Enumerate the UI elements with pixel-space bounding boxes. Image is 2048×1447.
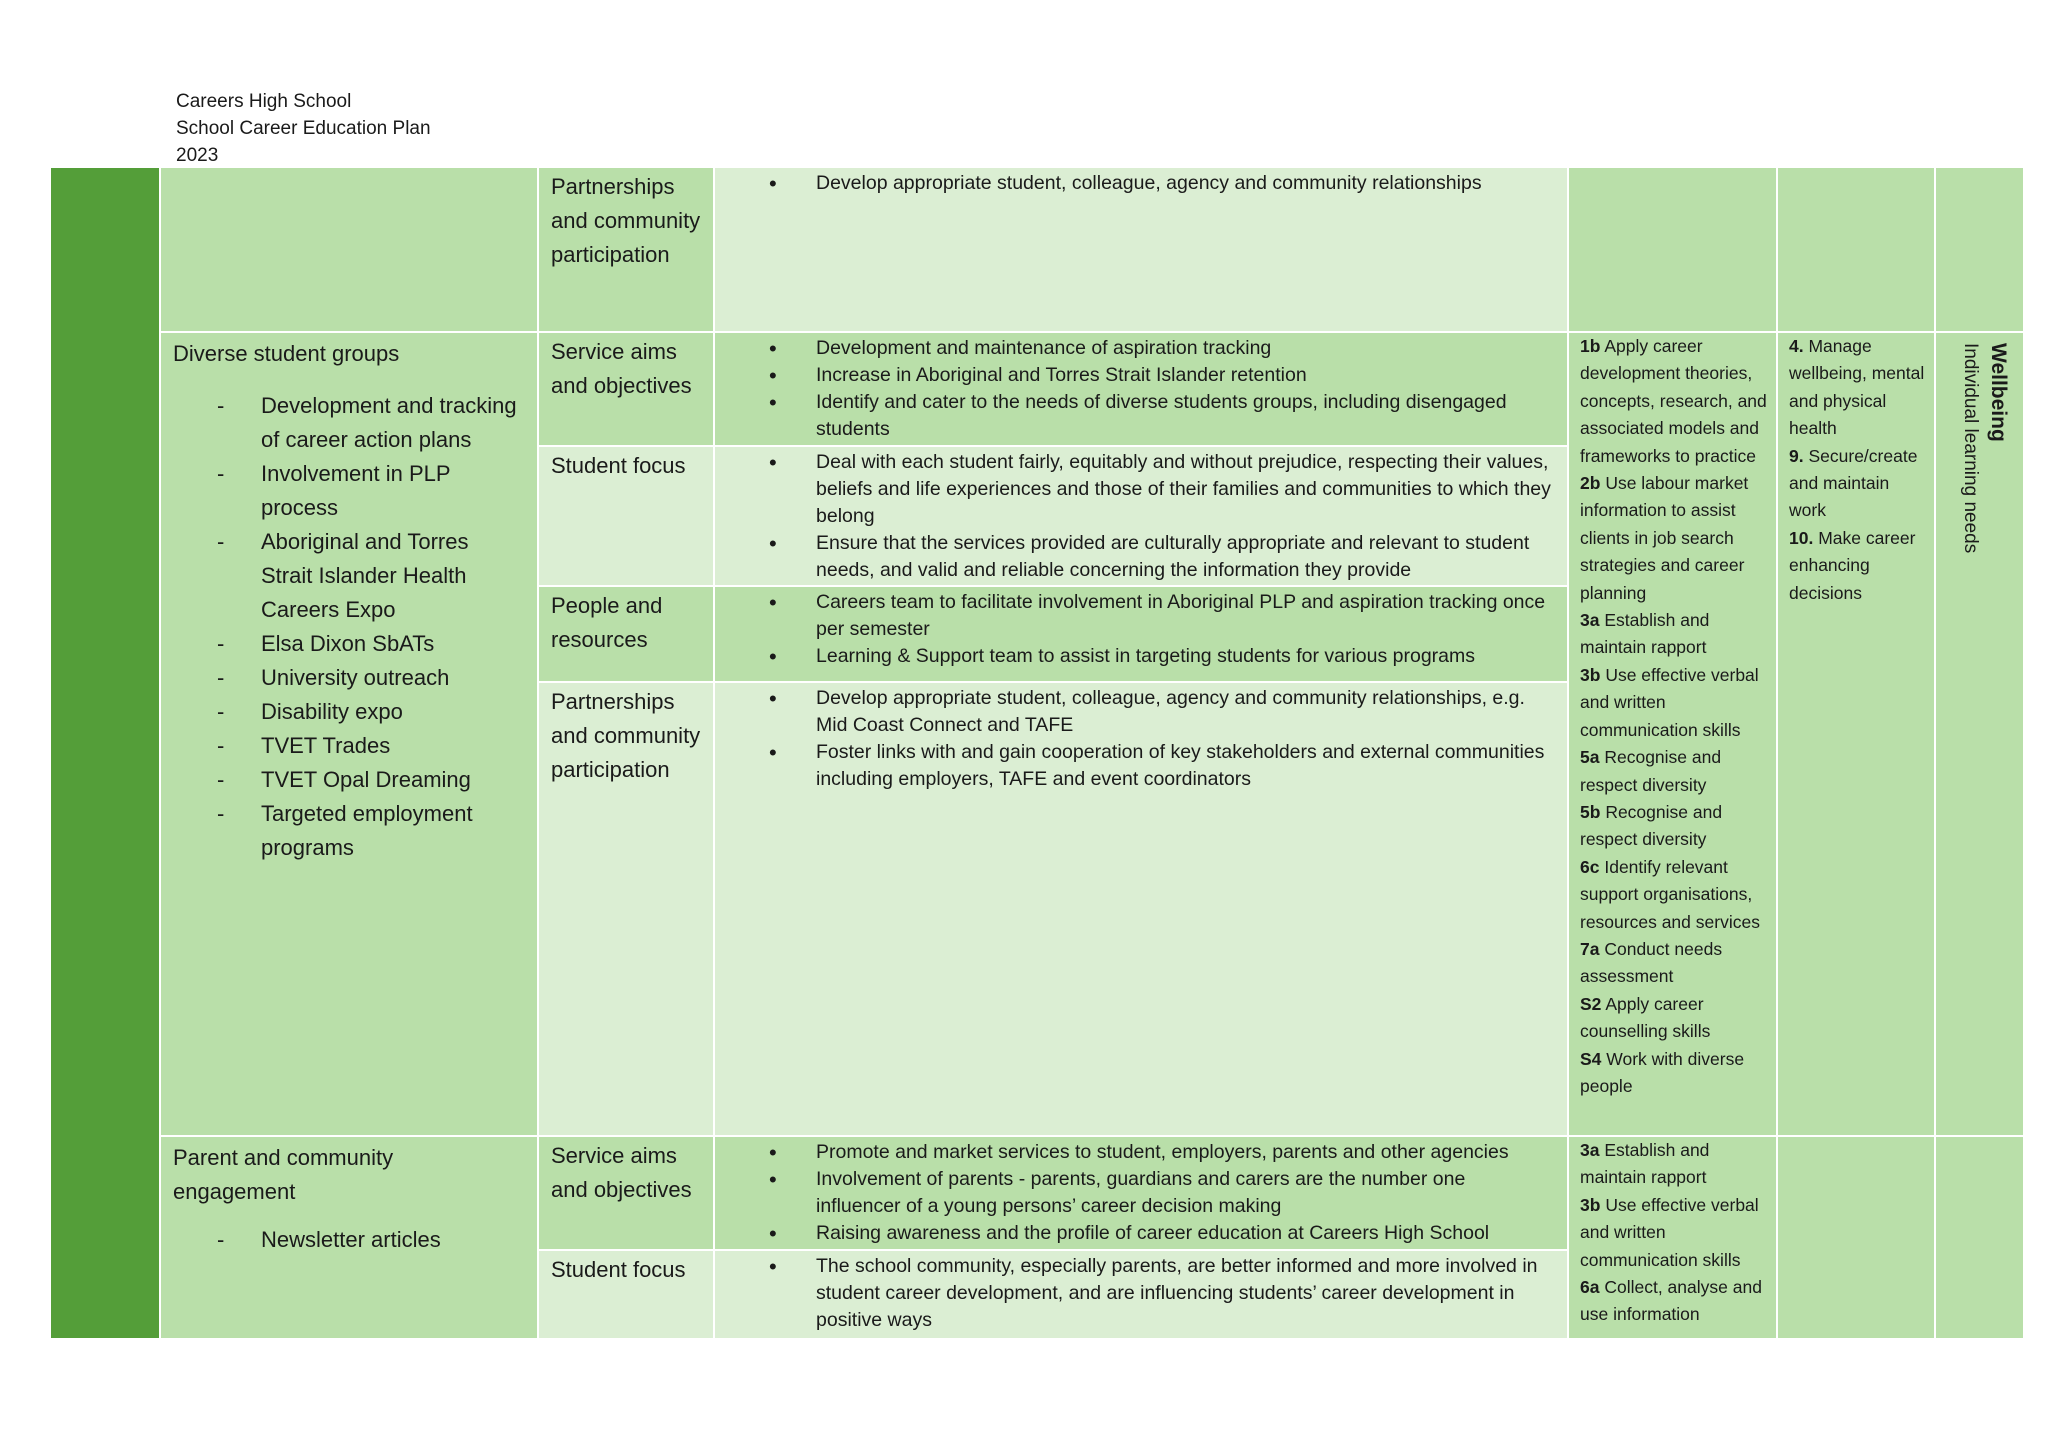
category-label: Student focus — [539, 447, 713, 585]
list-item: • Foster links with and gain cooperation of key stakeholders and external communities including employers, TAFE and event coordinators — [816, 739, 1555, 793]
competencies-cell — [1569, 1137, 1776, 1338]
list-item: - Elsa Dixon SbATs — [173, 627, 525, 661]
list-item: • Involvement of parents - parents, guardians and carers are the number one influencer of a young persons’ career decision making — [816, 1166, 1555, 1220]
competency-item: 6a Collect, analyse and use information — [1580, 1277, 1762, 1325]
competency-item: 5b Recognise and respect diversity — [1580, 801, 1723, 850]
list-item: • Development and maintenance of aspiration tracking — [816, 335, 1555, 362]
career-plan-table — [51, 168, 2011, 1331]
category-label: Service aims and objectives — [539, 333, 713, 445]
document-header — [176, 88, 431, 169]
competency-item: 3a Establish and maintain rapport — [1580, 1140, 1710, 1188]
list-item: • Ensure that the services provided are culturally appropriate and relevant to student needs, and valid and reliable concerning the information they provide — [816, 530, 1555, 584]
category-items — [715, 1137, 1567, 1249]
list-item: - Disability expo — [173, 695, 525, 729]
vertical-subtitle: Individual learning needs — [1960, 343, 1981, 554]
competency-item: 5a Recognise and respect diversity — [1580, 747, 1722, 795]
group-cell-empty — [161, 168, 537, 331]
competency-item: S4 Work with diverse people — [1580, 1048, 1745, 1096]
competency-item: S2 Apply career counselling skills — [1580, 993, 1711, 1042]
list-item: - Development and tracking of career action plans — [173, 389, 525, 457]
competencies-cell — [1569, 333, 1776, 1135]
category-label: People and resources — [539, 587, 713, 681]
list-item: - TVET Trades — [173, 729, 525, 763]
category-items — [715, 447, 1567, 585]
outcomes-cell — [1778, 333, 1934, 1135]
category-label: Partnerships and community participation — [539, 683, 713, 1135]
school-name: Careers High School — [176, 91, 352, 112]
list-item: • Develop appropriate student, colleague, agency and community relationships — [816, 170, 1555, 197]
section-sidebar — [51, 168, 159, 1338]
vertical-cell-empty — [1936, 1137, 2023, 1338]
list-item: • Learning & Support team to assist in targeting students for various programs — [816, 643, 1555, 670]
list-item: • Identify and cater to the needs of diverse students groups, including disengaged students — [816, 389, 1555, 443]
list-item: • Increase in Aboriginal and Torres Strait Islander retention — [816, 362, 1555, 389]
competency-item: 1b Apply career development theories, concepts, research, and associated models and frameworks to practice — [1580, 336, 1767, 466]
category-items — [715, 333, 1567, 445]
group-items — [173, 389, 525, 865]
competency-item: 3a Establish and maintain rapport — [1580, 610, 1710, 658]
outcome-item: 4. Manage wellbeing, mental and physical health — [1789, 336, 1925, 439]
category-label: Student focus — [539, 1251, 713, 1338]
list-item: - Aboriginal and Torres Strait Islander Health Careers Expo — [173, 525, 525, 627]
list-item: - University outreach — [173, 661, 525, 695]
group-cell — [161, 1137, 537, 1338]
vertical-cell-empty — [1936, 168, 2023, 331]
list-item: • Deal with each student fairly, equitably and without prejudice, respecting their values, beliefs and life experiences and those of their families and communities to which they belong — [816, 449, 1555, 530]
list-item: - Newsletter articles — [173, 1223, 525, 1257]
list-item: • Develop appropriate student, colleague, agency and community relationships, e.g. Mid Coast Connect and TAFE — [816, 685, 1555, 739]
category-label: Service aims and objectives — [539, 1137, 713, 1249]
competency-item: 2b Use labour market information to assist clients in job search strategies and career planning — [1580, 473, 1749, 603]
group-cell — [161, 333, 537, 1135]
group-title: Parent and community engagement — [173, 1145, 394, 1204]
list-item: - Targeted employment programs — [173, 797, 525, 865]
vertical-heading-cell — [1936, 333, 2023, 1135]
list-item: • The school community, especially parents, are better informed and more involved in student career development, and are influencing students’ career development in positive ways — [816, 1253, 1555, 1334]
category-items — [715, 683, 1567, 1135]
competency-item: 6c Identify relevant support organisations, resources and services — [1580, 856, 1760, 932]
competency-item: 7a Conduct needs assessment — [1580, 938, 1723, 987]
list-item: - TVET Opal Dreaming — [173, 763, 525, 797]
vertical-heading — [1956, 343, 2012, 553]
list-item: • Promote and market services to student, employers, parents and other agencies — [816, 1139, 1555, 1166]
vertical-title: Wellbeing — [1987, 343, 2010, 442]
group-items — [173, 1223, 525, 1257]
category-items — [715, 168, 1567, 331]
plan-year: 2023 — [176, 145, 219, 166]
competency-cell-empty — [1569, 168, 1776, 331]
group-title: Diverse student groups — [173, 341, 400, 366]
outcome-item: 10. Make career enhancing decisions — [1789, 527, 1916, 603]
category-items — [715, 1251, 1567, 1338]
competency-item: 3b Use effective verbal and written communication skills — [1580, 664, 1759, 740]
outcome-item: 9. Secure/create and maintain work — [1789, 445, 1918, 521]
list-item: - Involvement in PLP process — [173, 457, 525, 525]
category-label: Partnerships and community participation — [539, 168, 713, 331]
list-item: • Careers team to facilitate involvement in Aboriginal PLP and aspiration tracking once per semester — [816, 589, 1555, 643]
plan-title: School Career Education Plan — [176, 118, 431, 139]
category-items — [715, 587, 1567, 681]
competency-item: 3b Use effective verbal and written communication skills — [1580, 1194, 1759, 1270]
outcome-cell-empty — [1778, 168, 1934, 331]
list-item: • Raising awareness and the profile of career education at Careers High School — [816, 1220, 1555, 1247]
outcome-cell-empty — [1778, 1137, 1934, 1338]
